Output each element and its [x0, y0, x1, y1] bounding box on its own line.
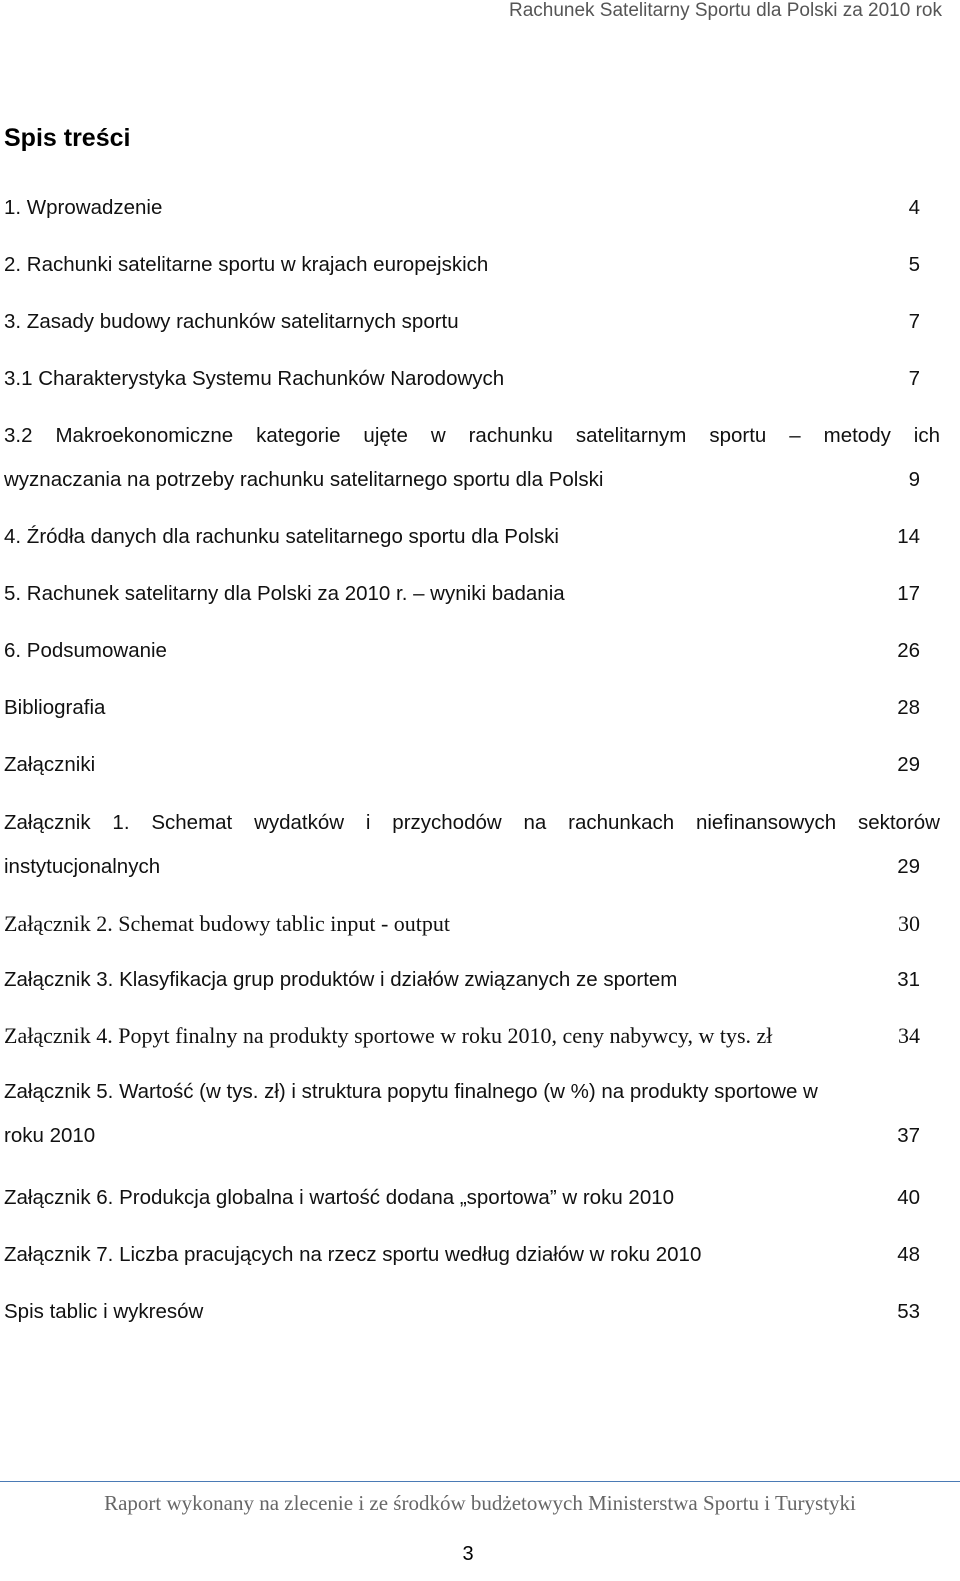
toc-entry-text: Załącznik 2. Schemat budowy tablic input - output	[4, 911, 451, 936]
toc-entry[interactable]	[4, 1233, 920, 1277]
toc-entry-text-continued: wyznaczania na potrzeby rachunku satelitarnego sportu dla Polski	[4, 468, 604, 491]
toc-entry-page: 31	[897, 968, 920, 991]
toc-entry-page: 29	[897, 753, 920, 776]
toc-entry[interactable]	[4, 902, 920, 946]
toc-entry-text: 4. Źródła danych dla rachunku satelitarnego sportu dla Polski	[4, 525, 559, 548]
toc-entry-text: Spis tablic i wykresów	[4, 1300, 204, 1323]
toc-entry[interactable]	[4, 958, 920, 1002]
toc-entry-text: 3.2 Makroekonomiczne kategorie ujęte w rachunku satelitarnym sportu – metody ich	[4, 424, 940, 447]
toc-entry-page: 40	[897, 1186, 920, 1209]
toc-entry-text: Załącznik 6. Produkcja globalna i wartość dodana „sportowa” w roku 2010	[4, 1186, 675, 1209]
toc-entry-page: 34	[898, 1023, 920, 1048]
toc-entry-text: Załączniki	[4, 753, 96, 776]
page-number: 3	[462, 1543, 474, 1565]
toc-entry-text: Załącznik 4. Popyt finalny na produkty sportowe w roku 2010, ceny nabywcy, w tys. zł	[4, 1023, 773, 1048]
toc-entry[interactable]	[4, 515, 920, 559]
footer-divider	[0, 1481, 960, 1482]
footer-text: Raport wykonany na zlecenie i ze środków budżetowych Ministerstwa Sportu i Turystyki	[104, 1491, 856, 1515]
toc-entry-page: 30	[898, 911, 920, 936]
toc-entry[interactable]	[4, 357, 920, 401]
toc-entry-text: 3. Zasady budowy rachunków satelitarnych sportu	[4, 310, 459, 333]
toc-entry-page: 7	[908, 367, 920, 390]
toc-entry-text: 2. Rachunki satelitarne sportu w krajach europejskich	[4, 253, 489, 276]
toc-entry-page: 48	[897, 1243, 920, 1266]
toc-entry-text-continued: instytucjonalnych	[4, 855, 161, 878]
toc-entry[interactable]	[4, 1290, 920, 1334]
toc-entry-page: 9	[908, 468, 920, 491]
toc-entry[interactable]	[4, 414, 940, 502]
toc-entry-page: 4	[908, 196, 920, 219]
toc-entry[interactable]	[4, 300, 920, 344]
toc-entry-text: 1. Wprowadzenie	[4, 196, 163, 219]
toc-entry[interactable]	[4, 1014, 920, 1058]
toc-entry-text: Załącznik 5. Wartość (w tys. zł) i struktura popytu finalnego (w %) na produkty sportowe w	[4, 1080, 818, 1103]
toc-entry-text-continued: roku 2010	[4, 1124, 96, 1147]
toc-entry[interactable]	[4, 243, 920, 287]
toc-entry[interactable]	[4, 801, 940, 889]
toc-entry-page: 26	[897, 639, 920, 662]
toc-entry[interactable]	[4, 743, 920, 787]
toc-entry[interactable]	[4, 629, 920, 673]
toc-entry-page: 29	[897, 855, 920, 878]
running-header: Rachunek Satelitarny Sportu dla Polski za 2010 rok	[508, 0, 942, 21]
toc-entry-text: 3.1 Charakterystyka Systemu Rachunków Narodowych	[4, 367, 505, 390]
toc-entry-text: 6. Podsumowanie	[4, 639, 167, 662]
toc-entry-page: 53	[897, 1300, 920, 1323]
toc-entry-page: 37	[897, 1124, 920, 1147]
toc-entry-text: Załącznik 3. Klasyfikacja grup produktów i działów związanych ze sportem	[4, 968, 678, 991]
toc-entry[interactable]	[4, 1070, 940, 1158]
toc-entry[interactable]	[4, 686, 920, 730]
toc-entry[interactable]	[4, 1176, 920, 1220]
toc-entry-text: Załącznik 1. Schemat wydatków i przychodów na rachunkach niefinansowych sektorów	[4, 811, 940, 834]
toc-entry[interactable]	[4, 572, 920, 616]
toc-entry-page: 5	[908, 253, 920, 276]
toc-entry[interactable]	[4, 186, 920, 230]
toc-entry-text: 5. Rachunek satelitarny dla Polski za 2010 r. – wyniki badania	[4, 582, 565, 605]
toc-entry-page: 7	[908, 310, 920, 333]
toc-entry-page: 28	[897, 696, 920, 719]
toc-entry-page: 14	[897, 525, 920, 548]
toc-title: Spis treści	[4, 124, 131, 152]
toc-entry-page: 17	[897, 582, 920, 605]
toc-entry-text: Bibliografia	[4, 696, 106, 719]
toc-entry-text: Załącznik 7. Liczba pracujących na rzecz sportu według działów w roku 2010	[4, 1243, 702, 1266]
